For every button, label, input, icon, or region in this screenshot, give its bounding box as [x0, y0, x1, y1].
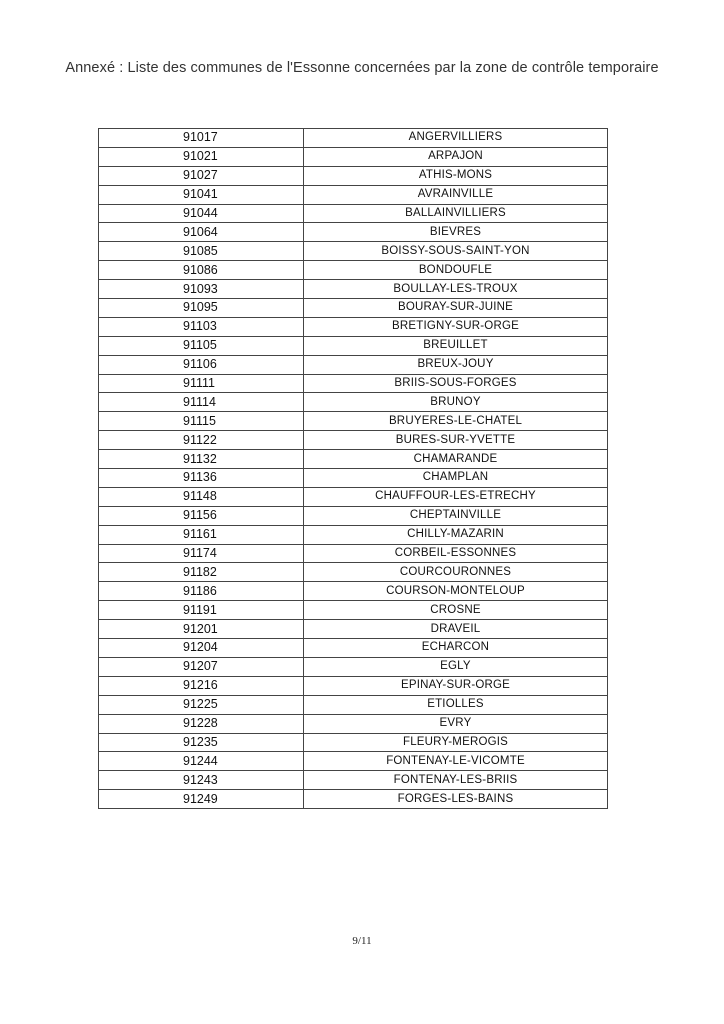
- commune-name-cell: BRUNOY: [304, 393, 608, 412]
- commune-name-cell: BOISSY-SOUS-SAINT-YON: [304, 242, 608, 261]
- commune-code-cell: 91132: [99, 450, 304, 469]
- table-row: [99, 582, 608, 601]
- commune-code-cell: 91103: [99, 317, 304, 336]
- commune-code-cell: 91216: [99, 676, 304, 695]
- commune-code-cell: 91204: [99, 639, 304, 658]
- commune-name-cell: BONDOUFLE: [304, 261, 608, 280]
- commune-name-cell: EPINAY-SUR-ORGE: [304, 676, 608, 695]
- commune-name-cell: CHAUFFOUR-LES-ETRECHY: [304, 487, 608, 506]
- table-row: [99, 412, 608, 431]
- commune-name-cell: BURES-SUR-YVETTE: [304, 431, 608, 450]
- commune-code-cell: 91148: [99, 487, 304, 506]
- commune-name-cell: COURSON-MONTELOUP: [304, 582, 608, 601]
- communes-table-body: [99, 129, 608, 809]
- commune-name-cell: CHAMARANDE: [304, 450, 608, 469]
- commune-code-cell: 91111: [99, 374, 304, 393]
- commune-code-cell: 91114: [99, 393, 304, 412]
- commune-code-cell: 91186: [99, 582, 304, 601]
- commune-name-cell: BIEVRES: [304, 223, 608, 242]
- commune-name-cell: CHEPTAINVILLE: [304, 506, 608, 525]
- table-row: [99, 223, 608, 242]
- table-row: [99, 280, 608, 299]
- commune-code-cell: 91041: [99, 185, 304, 204]
- table-row: [99, 733, 608, 752]
- page-number: 9/11: [352, 935, 372, 947]
- commune-code-cell: 91182: [99, 563, 304, 582]
- commune-name-cell: EGLY: [304, 657, 608, 676]
- commune-code-cell: 91086: [99, 261, 304, 280]
- commune-name-cell: CORBEIL-ESSONNES: [304, 544, 608, 563]
- table-row: [99, 790, 608, 809]
- table-row: [99, 714, 608, 733]
- commune-name-cell: ARPAJON: [304, 147, 608, 166]
- table-row: [99, 563, 608, 582]
- commune-code-cell: 91122: [99, 431, 304, 450]
- table-row: [99, 299, 608, 318]
- commune-name-cell: FORGES-LES-BAINS: [304, 790, 608, 809]
- table-row: [99, 431, 608, 450]
- table-row: [99, 129, 608, 148]
- page-title: Annexé : Liste des communes de l'Essonne concernées par la zone de contrôle temporaire: [65, 60, 659, 76]
- commune-code-cell: 91201: [99, 620, 304, 639]
- table-row: [99, 752, 608, 771]
- table-row: [99, 204, 608, 223]
- commune-name-cell: CROSNE: [304, 601, 608, 620]
- table-row: [99, 525, 608, 544]
- table-row: [99, 487, 608, 506]
- commune-code-cell: 91027: [99, 166, 304, 185]
- commune-code-cell: 91105: [99, 336, 304, 355]
- commune-code-cell: 91161: [99, 525, 304, 544]
- commune-code-cell: 91174: [99, 544, 304, 563]
- commune-name-cell: BREUILLET: [304, 336, 608, 355]
- table-row: [99, 506, 608, 525]
- commune-name-cell: CHAMPLAN: [304, 469, 608, 488]
- commune-code-cell: 91243: [99, 771, 304, 790]
- table-row: [99, 544, 608, 563]
- commune-name-cell: EVRY: [304, 714, 608, 733]
- table-row: [99, 676, 608, 695]
- table-row: [99, 317, 608, 336]
- table-row: [99, 261, 608, 280]
- table-row: [99, 620, 608, 639]
- commune-name-cell: FONTENAY-LE-VICOMTE: [304, 752, 608, 771]
- table-row: [99, 336, 608, 355]
- commune-name-cell: ANGERVILLIERS: [304, 129, 608, 148]
- table-row: [99, 657, 608, 676]
- table-row: [99, 242, 608, 261]
- commune-name-cell: ECHARCON: [304, 639, 608, 658]
- commune-name-cell: BRETIGNY-SUR-ORGE: [304, 317, 608, 336]
- commune-code-cell: 91136: [99, 469, 304, 488]
- commune-name-cell: AVRAINVILLE: [304, 185, 608, 204]
- commune-name-cell: FONTENAY-LES-BRIIS: [304, 771, 608, 790]
- commune-name-cell: BRIIS-SOUS-FORGES: [304, 374, 608, 393]
- commune-code-cell: 91207: [99, 657, 304, 676]
- commune-name-cell: BREUX-JOUY: [304, 355, 608, 374]
- table-row: [99, 185, 608, 204]
- commune-name-cell: CHILLY-MAZARIN: [304, 525, 608, 544]
- table-row: [99, 147, 608, 166]
- commune-code-cell: 91095: [99, 299, 304, 318]
- commune-code-cell: 91106: [99, 355, 304, 374]
- commune-name-cell: ATHIS-MONS: [304, 166, 608, 185]
- table-row: [99, 393, 608, 412]
- table-row: [99, 166, 608, 185]
- commune-name-cell: BALLAINVILLIERS: [304, 204, 608, 223]
- table-row: [99, 695, 608, 714]
- commune-name-cell: DRAVEIL: [304, 620, 608, 639]
- table-row: [99, 601, 608, 620]
- commune-name-cell: BOURAY-SUR-JUINE: [304, 299, 608, 318]
- commune-code-cell: 91044: [99, 204, 304, 223]
- table-row: [99, 469, 608, 488]
- commune-code-cell: 91249: [99, 790, 304, 809]
- commune-code-cell: 91021: [99, 147, 304, 166]
- commune-code-cell: 91191: [99, 601, 304, 620]
- commune-code-cell: 91064: [99, 223, 304, 242]
- commune-name-cell: COURCOURONNES: [304, 563, 608, 582]
- table-row: [99, 639, 608, 658]
- commune-name-cell: ETIOLLES: [304, 695, 608, 714]
- commune-code-cell: 91115: [99, 412, 304, 431]
- table-row: [99, 771, 608, 790]
- table-row: [99, 355, 608, 374]
- table-row: [99, 374, 608, 393]
- commune-code-cell: 91156: [99, 506, 304, 525]
- commune-code-cell: 91093: [99, 280, 304, 299]
- table-row: [99, 450, 608, 469]
- commune-name-cell: FLEURY-MEROGIS: [304, 733, 608, 752]
- commune-code-cell: 91225: [99, 695, 304, 714]
- commune-code-cell: 91017: [99, 129, 304, 148]
- communes-table: [98, 128, 608, 809]
- commune-code-cell: 91085: [99, 242, 304, 261]
- commune-code-cell: 91244: [99, 752, 304, 771]
- commune-name-cell: BRUYERES-LE-CHATEL: [304, 412, 608, 431]
- commune-name-cell: BOULLAY-LES-TROUX: [304, 280, 608, 299]
- commune-code-cell: 91228: [99, 714, 304, 733]
- commune-code-cell: 91235: [99, 733, 304, 752]
